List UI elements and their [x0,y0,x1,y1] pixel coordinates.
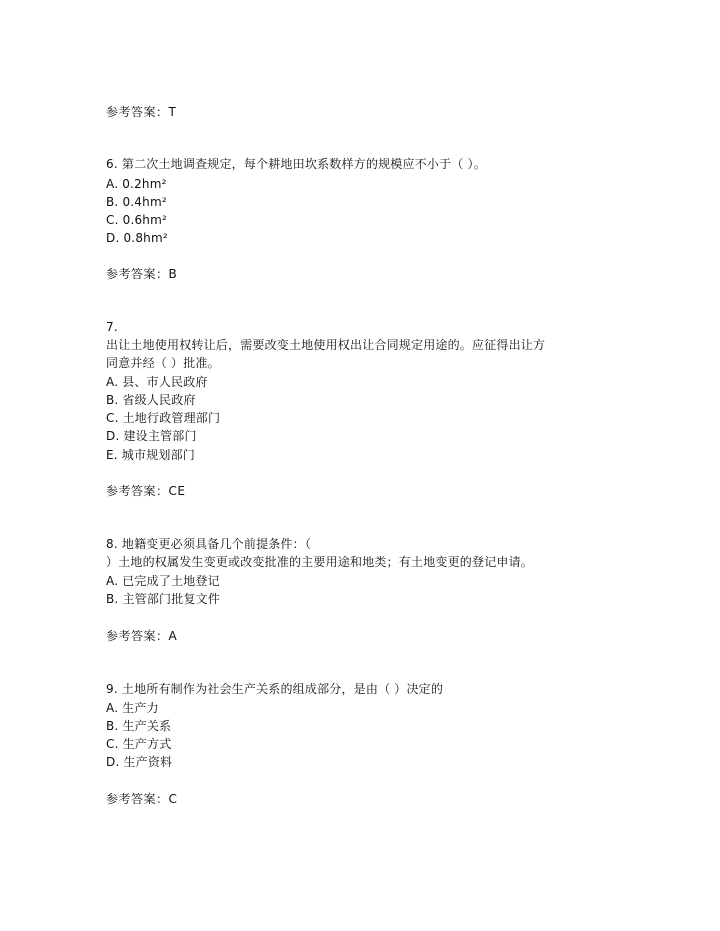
answer-label: 参考答案： [106,792,169,806]
answer-prev [106,103,176,121]
question-7-text-line1: 出让土地使用权转让后，需要改变土地使用权出让合同规定用途的。应征得出让方 [106,338,546,352]
answer-label: 参考答案： [106,484,169,498]
answer-q8 [106,627,177,645]
answer-value: C [168,792,178,806]
q9-option-b: B. 生产关系 [106,719,172,733]
answer-label: 参考答案： [106,267,169,281]
question-8-text-line1: 8. 地籍变更必须具备几个前提条件：（ [106,537,312,551]
answer-label: 参考答案： [106,629,169,643]
answer-q7 [106,482,185,500]
q7-option-c: C. 土地行政管理部门 [106,411,221,425]
question-7-number: 7. [106,320,118,334]
answer-value: A [168,629,178,643]
q8-option-b: B. 主管部门批复文件 [106,592,221,606]
q6-option-c: C. 0.6hm² [106,213,167,227]
answer-value: CE [168,484,186,498]
answer-label: 参考答案： [106,105,169,119]
q9-option-d: D. 生产资料 [106,755,173,769]
question-9-text: 9. 土地所有制作为社会生产关系的组成部分，是由（ ）决定的 [106,682,444,696]
q9-option-c: C. 生产方式 [106,737,172,751]
answer-value: B [168,267,178,281]
question-7-text-line2: 同意并经（ ）批准。 [106,356,220,370]
question-6-text: 6. 第二次土地调查规定，每个耕地田坎系数样方的规模应不小于（ ）。 [106,157,486,171]
q7-option-d: D. 建设主管部门 [106,429,197,443]
q7-option-b: B. 省级人民政府 [106,393,196,407]
q6-option-d: D. 0.8hm² [106,231,168,245]
q9-option-a: A. 生产力 [106,701,159,715]
q7-option-e: E. 城市规划部门 [106,448,196,462]
q7-option-a: A. 县、市人民政府 [106,375,208,389]
answer-q9 [106,790,177,808]
q8-option-a: A. 已完成了土地登记 [106,574,220,588]
q6-option-b: B. 0.4hm² [106,195,167,209]
answer-value: T [168,105,177,119]
answer-q6 [106,265,177,283]
q6-option-a: A. 0.2hm² [106,177,167,191]
question-8-text-line2: ）土地的权属发生变更或改变批准的主要用途和地类；有土地变更的登记申请。 [106,555,534,569]
